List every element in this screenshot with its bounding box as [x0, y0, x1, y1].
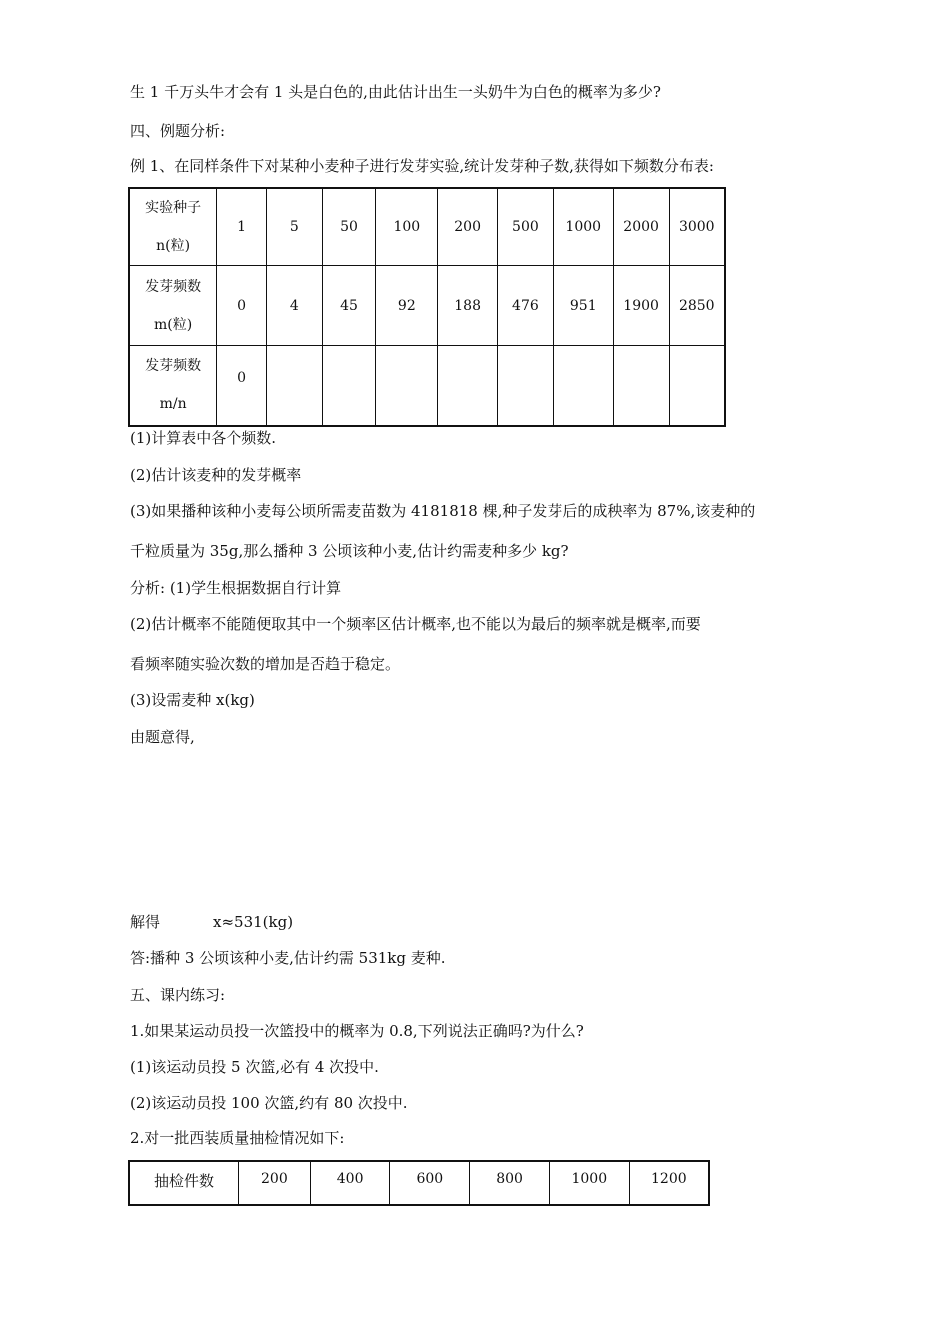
table-cell: 1000	[553, 188, 613, 266]
table-cell: 1000	[549, 1161, 629, 1205]
solution-value: x≈531(kg)	[213, 913, 294, 931]
analysis-2-line2: 看频率随实验次数的增加是否趋于稳定。	[130, 655, 401, 673]
question-3-line2: 千粒质量为 35g,那么播种 3 公顷该种小麦,估计约需麦种多少 kg?	[130, 542, 569, 560]
table-cell: 400	[310, 1161, 390, 1205]
table-cell: 45	[322, 266, 376, 346]
analysis-3: (3)设需麦种 x(kg)	[130, 691, 255, 709]
table-cell	[376, 346, 438, 426]
row-header	[129, 266, 217, 346]
row-header-line1: 发芽频数	[145, 358, 202, 375]
table-row	[129, 188, 725, 266]
practice-1a: (1)该运动员投 5 次篮,必有 4 次投中.	[130, 1058, 379, 1076]
table-cell: 800	[470, 1161, 550, 1205]
table-row	[129, 1161, 709, 1205]
row-header-line1: 实验种子	[145, 200, 202, 216]
inspection-table	[128, 1160, 710, 1206]
table-cell: 100	[376, 188, 438, 266]
table-row	[129, 266, 725, 346]
table-cell	[322, 346, 376, 426]
example-1-statement: 例 1、在同样条件下对某种小麦种子进行发芽实验,统计发芽种子数,获得如下频数分布表:	[130, 157, 714, 175]
table-cell	[613, 346, 669, 426]
row-header-line2: n(粒)	[156, 238, 191, 254]
answer-line: 答:播种 3 公顷该种小麦,估计约需 531kg 麦种.	[130, 949, 446, 967]
table-cell: 50	[322, 188, 376, 266]
table-cell: 4	[266, 266, 322, 346]
question-3-line1: (3)如果播种该种小麦每公顷所需麦苗数为 4181818 棵,种子发芽后的成秧率为 87%,该麦种的	[130, 502, 756, 520]
table-cell: 476	[498, 266, 554, 346]
table-cell	[438, 346, 498, 426]
section-heading-examples: 四、例题分析:	[130, 122, 226, 140]
table-cell	[669, 346, 725, 426]
table-cell: 500	[498, 188, 554, 266]
analysis-1: 分析: (1)学生根据数据自行计算	[130, 579, 342, 597]
analysis-2-line1: (2)估计概率不能随便取其中一个频率区估计概率,也不能以为最后的频率就是概率,而要	[130, 615, 701, 633]
row-header-line1: 发芽频数	[145, 278, 202, 295]
practice-2: 2.对一批西装质量抽检情况如下:	[130, 1129, 345, 1147]
germination-table	[128, 187, 726, 427]
table-cell: 3000	[669, 188, 725, 266]
table-cell: 0	[217, 266, 267, 346]
table-cell: 5	[266, 188, 322, 266]
table-cell	[553, 346, 613, 426]
table-cell	[266, 346, 322, 426]
practice-1b: (2)该运动员投 100 次篮,约有 80 次投中.	[130, 1094, 408, 1112]
table-cell: 200	[239, 1161, 311, 1205]
section-heading-practice: 五、课内练习:	[130, 986, 226, 1004]
row-header-line2: m/n	[159, 396, 187, 413]
row-header-line2: m(粒)	[154, 316, 193, 333]
question-2: (2)估计该麦种的发芽概率	[130, 466, 302, 484]
table-cell: 2850	[669, 266, 725, 346]
solution-label: 解得	[130, 913, 161, 931]
row-header	[129, 346, 217, 426]
analysis-4: 由题意得,	[130, 728, 195, 746]
table-cell: 200	[438, 188, 498, 266]
table-cell: 0	[217, 346, 267, 426]
table-cell: 1	[217, 188, 267, 266]
practice-1: 1.如果某运动员投一次篮投中的概率为 0.8,下列说法正确吗?为什么?	[130, 1022, 584, 1040]
row-header: 抽检件数	[129, 1161, 239, 1205]
table-cell: 1200	[629, 1161, 709, 1205]
table-cell: 188	[438, 266, 498, 346]
table-cell: 600	[390, 1161, 470, 1205]
table-cell	[498, 346, 554, 426]
table-row	[129, 346, 725, 426]
table-cell: 2000	[613, 188, 669, 266]
table-cell: 1900	[613, 266, 669, 346]
table-cell: 92	[376, 266, 438, 346]
table-cell: 951	[553, 266, 613, 346]
text-line-cow: 生 1 千万头牛才会有 1 头是白色的,由此估计出生一头奶牛为白色的概率为多少?	[130, 83, 661, 101]
question-1: (1)计算表中各个频数.	[130, 429, 277, 447]
row-header	[129, 188, 217, 266]
